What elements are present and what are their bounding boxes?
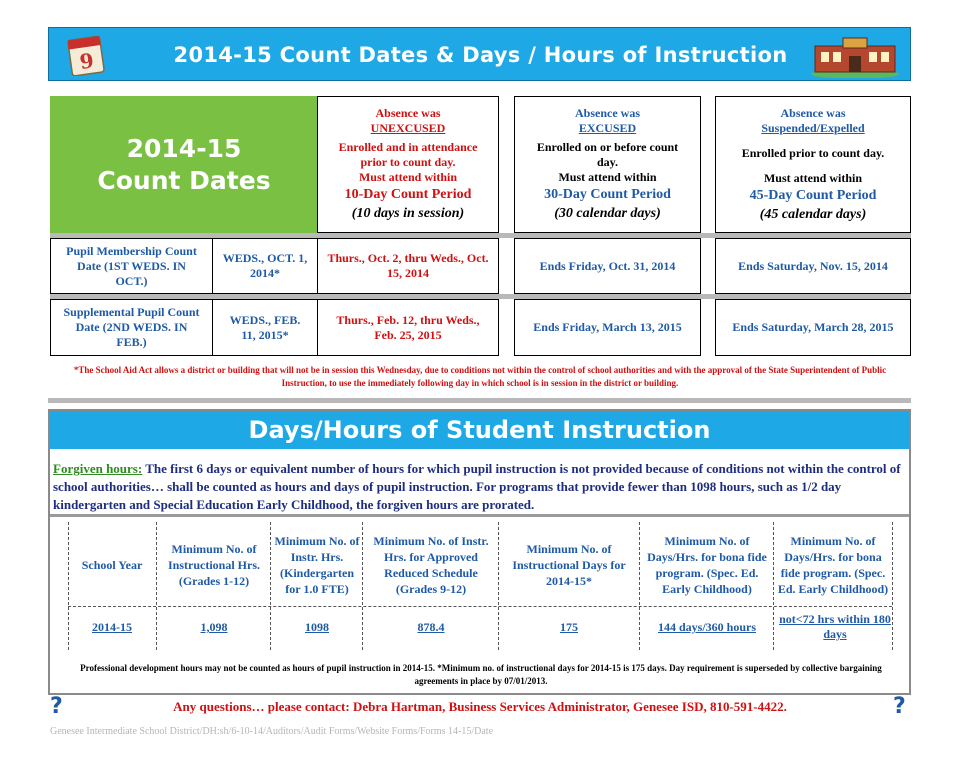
panel-divider	[50, 514, 909, 517]
header-kindergarten-hrs: Minimum No. of Instr. Hrs. (Kindergarten for 1.0 FTE)	[274, 534, 360, 596]
value-instructional-hrs: 1,098	[200, 620, 228, 634]
value-reduced-schedule-hrs: 878.4	[417, 620, 445, 634]
value-instructional-days: 175	[560, 620, 578, 634]
column-separator	[701, 233, 715, 238]
calendar-icon	[67, 32, 107, 76]
value-bona-fide-days-hrs-2: not<72 hrs within 180 days	[779, 612, 891, 641]
value-school-year: 2014-15	[92, 620, 132, 634]
instruction-title: Days/Hours of Student Instruction	[248, 416, 711, 444]
row-label-pupil-membership: Pupil Membership Count Date (1ST WEDS. IN OCT.)	[50, 238, 213, 294]
count-dates-title: 2014-15 Count Dates	[50, 96, 318, 233]
column-divider	[773, 522, 774, 650]
row-suspended-pupil-membership: Ends Saturday, Nov. 15, 2014	[715, 238, 911, 294]
header-bona-fide-days-hrs-2: Minimum No. of Days/Hrs. for bona fide program. (Spec. Ed. Early Childhood)	[777, 534, 889, 596]
value-kindergarten-hrs: 1098	[305, 620, 329, 634]
question-mark-icon: ?	[893, 694, 906, 719]
column-divider	[498, 522, 499, 650]
row-suspended-supplemental: Ends Saturday, March 28, 2015	[715, 299, 911, 356]
column-separator	[499, 233, 514, 238]
contact-line: Any questions… please contact: Debra Hartman, Business Services Administrator, Genesee ISD, 810-591-4422.	[173, 699, 787, 714]
column-divider	[362, 522, 363, 650]
header-instructional-days: Minimum No. of Instructional Days for 2014-15*	[512, 542, 626, 588]
row-excused-supplemental: Ends Friday, March 13, 2015	[514, 299, 701, 356]
column-divider	[270, 522, 271, 650]
excused-header: Absence was EXCUSED Enrolled on or before count day. Must attend within 30-Day Count Period (30 calendar days)	[514, 96, 701, 233]
question-mark-icon: ?	[50, 694, 63, 719]
school-aid-footnote: *The School Aid Act allows a district or building that will not be in session this Wednesday, due to conditions not within the control of school authorities and with the approval of the State Superintendent of Public Instruction, to use the immediately following day in which school is in session in the district or building.	[73, 365, 887, 388]
forgiven-hours-text: The first 6 days or equivalent number of hours for which pupil instruction is not provided because of conditions not within the control of school authorities… shall be counted as hours and days of pupil instruction. For programs that provide fewer than 1098 hours, such as 1/2 day kindergarten and Special Education Early Childhood, the forgiven hours are prorated.	[53, 461, 901, 512]
row-unexcused-supplemental: Thurs., Feb. 12, thru Weds., Feb. 25, 2015	[317, 299, 499, 356]
header-school-year: School Year	[81, 558, 143, 572]
section-divider	[48, 398, 911, 403]
forgiven-hours-paragraph	[53, 460, 905, 514]
value-bona-fide-days-hrs: 144 days/360 hours	[657, 620, 757, 634]
suspended-header: Absence was Suspended/Expelled Enrolled prior to count day. Must attend within 45-Day Count Period (45 calendar days)	[715, 96, 911, 233]
forgiven-hours-label: Forgiven hours:	[53, 461, 143, 476]
row-date-supplemental: WEDS., FEB. 11, 2015*	[212, 299, 318, 356]
row-label-supplemental: Supplemental Pupil Count Date (2ND WEDS. IN FEB.)	[50, 299, 213, 356]
column-divider	[68, 522, 69, 650]
banner-title: 2014-15 Count Dates & Days / Hours of Instruction	[173, 43, 788, 67]
footer-file-path: Genesee Intermediate School District/DH:sh/6-10-14/Auditors/Audit Forms/Website Forms/Forms 14-15/Date	[50, 726, 494, 737]
column-divider	[639, 522, 640, 650]
header-instructional-hrs: Minimum No. of Instructional Hrs. (Grades 1-12)	[167, 542, 260, 588]
row-excused-pupil-membership: Ends Friday, Oct. 31, 2014	[514, 238, 701, 294]
header-bona-fide-days-hrs: Minimum No. of Days/Hrs. for bona fide program. (Spec. Ed. Early Childhood)	[647, 534, 767, 596]
row-divider	[68, 606, 892, 607]
row-date-pupil-membership: WEDS., OCT. 1, 2014*	[212, 238, 318, 294]
unexcused-header: Absence was UNEXCUSED Enrolled and in attendance prior to count day. Must attend within 10-Day Count Period (10 days in session)	[317, 96, 499, 233]
calendar-day: 9	[78, 48, 96, 74]
school-building-icon	[809, 34, 901, 78]
row-unexcused-pupil-membership: Thurs., Oct. 2, thru Weds., Oct. 15, 2014	[317, 238, 499, 294]
column-divider	[156, 522, 157, 650]
header-banner	[48, 27, 911, 81]
professional-development-note: Professional development hours may not be counted as hours of pupil instruction in 2014-15. *Minimum no. of instructional days for 2014-15 is 175 days. Day requirement is superseded by collective bargaining agreements in place by 07/01/2013.	[80, 663, 882, 686]
header-reduced-schedule-hrs: Minimum No. of Instr. Hrs. for Approved Reduced Schedule (Grades 9-12)	[373, 534, 489, 596]
